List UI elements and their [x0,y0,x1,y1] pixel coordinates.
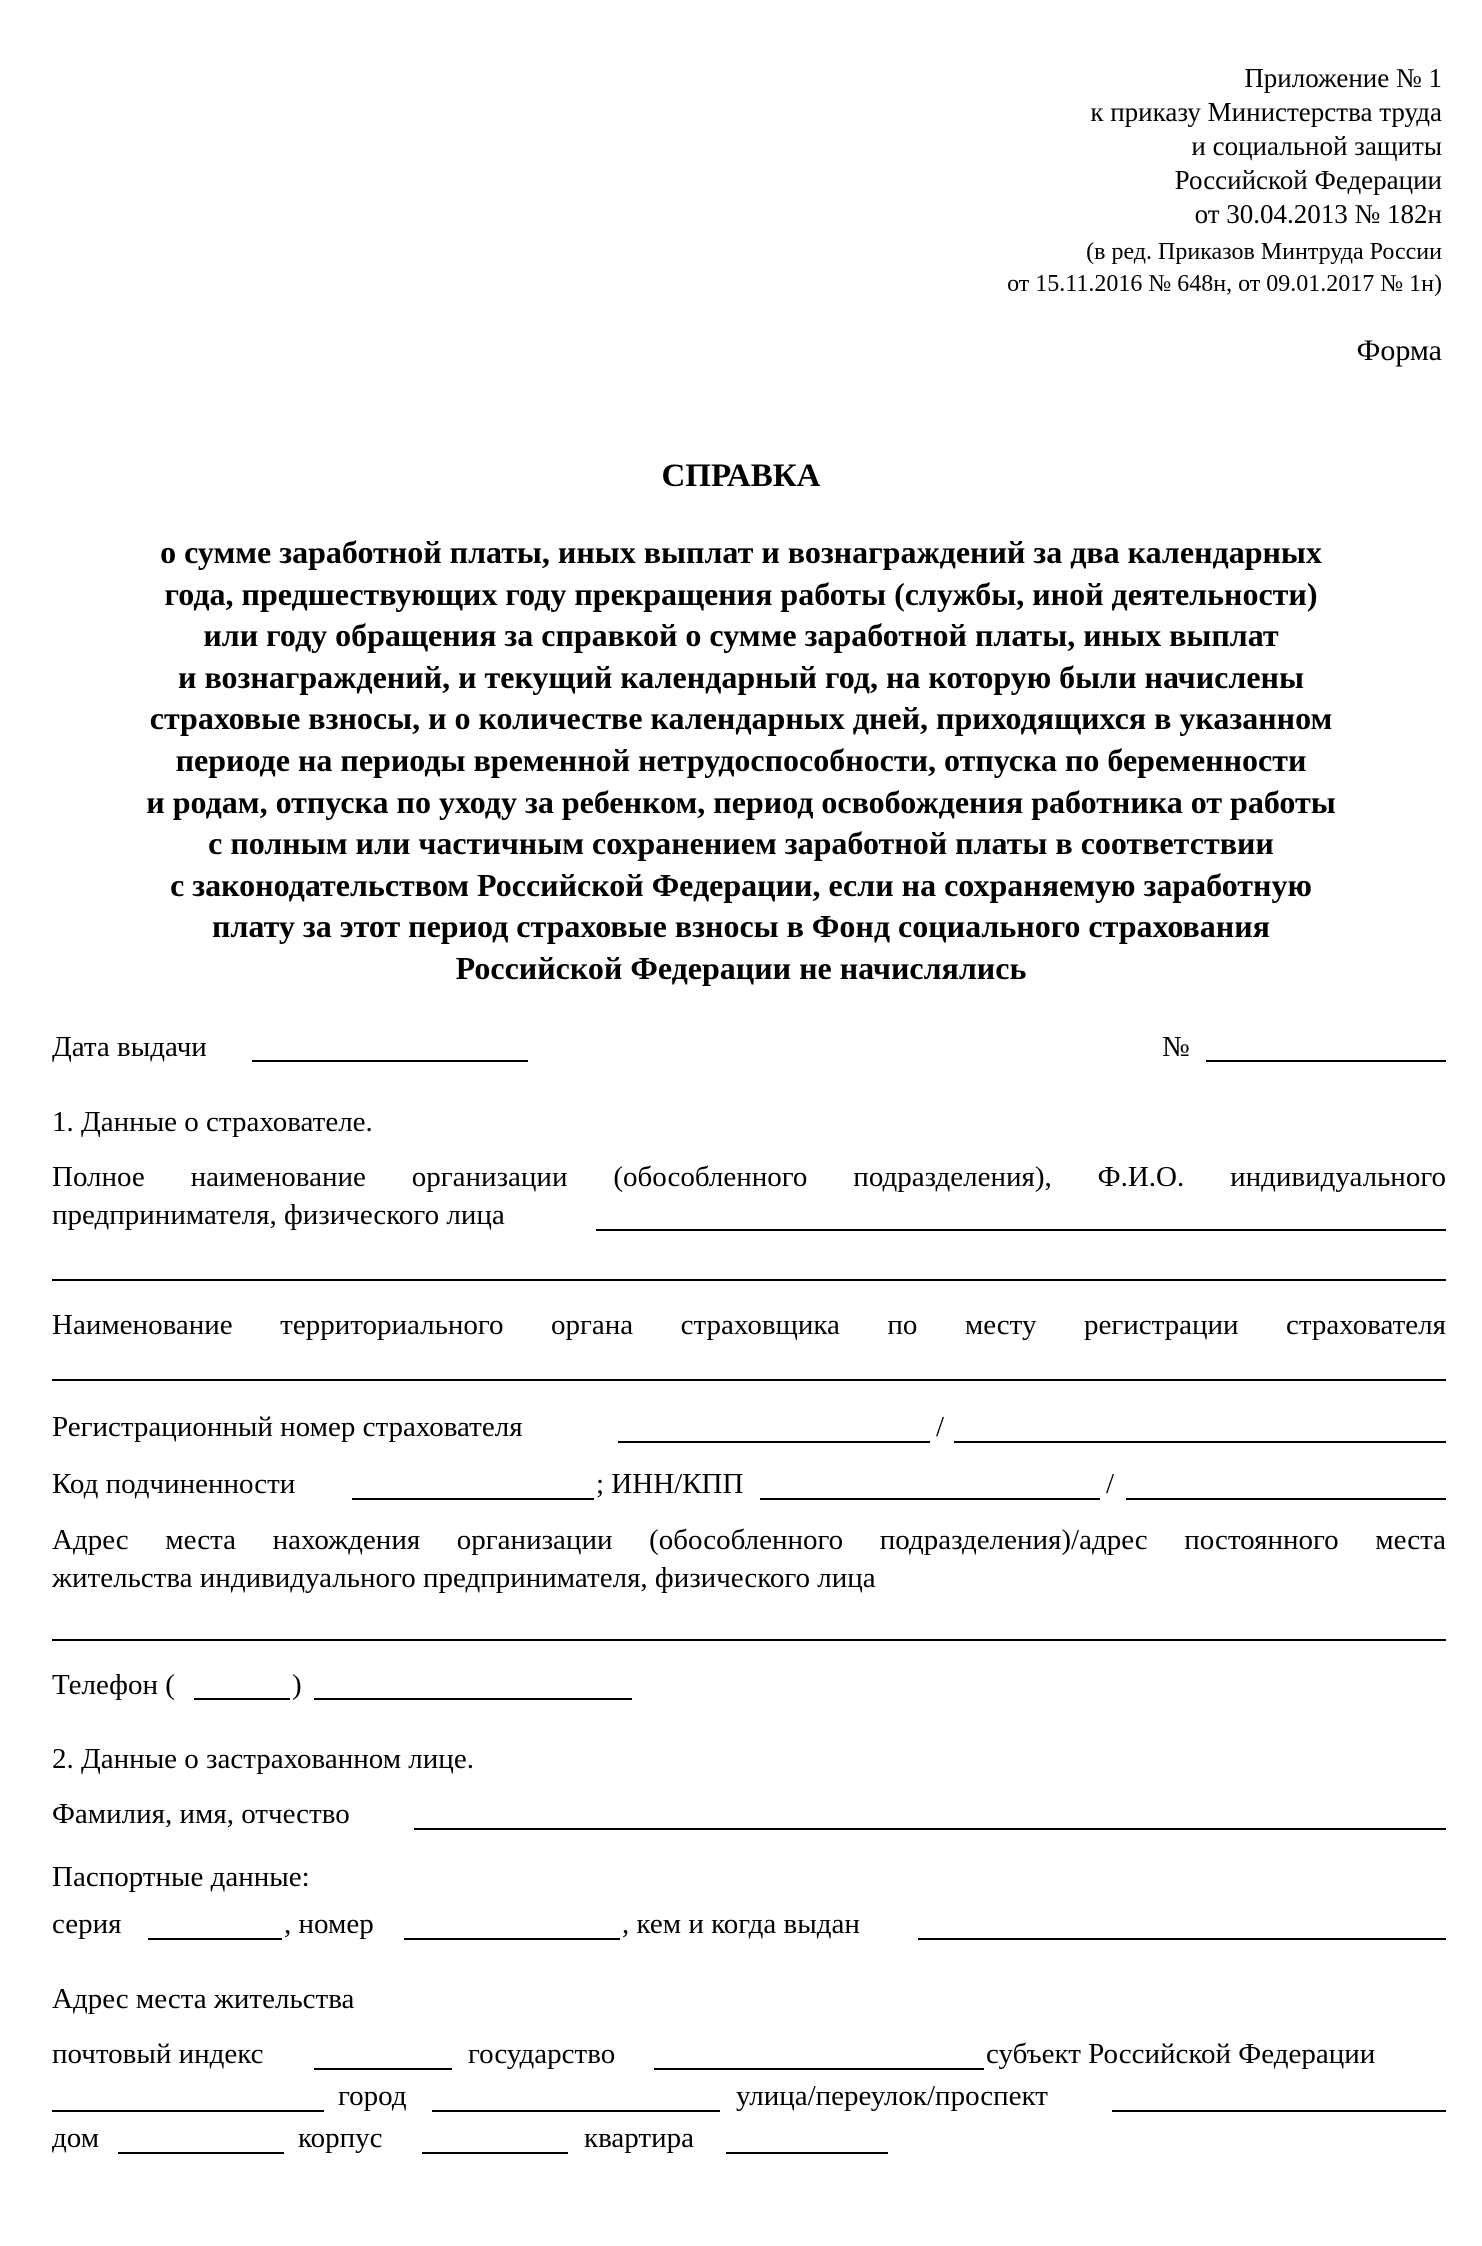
building-label: корпус [298,2122,383,2154]
address-label-line1: Адрес места нахождения организации (обособленного подразделения)/адрес постоянного места [52,1524,1446,1556]
subtitle-line: года, предшествующих году прекращения работы (службы, иной деятельности) [164,575,1318,612]
section1-heading: 1. Данные о страхователе. [52,1106,373,1138]
territorial-body-label: Наименование территориального органа страховщика по месту регистрации страхователя [52,1309,1446,1341]
certificate-number-field[interactable] [1206,1060,1446,1062]
country-field[interactable] [654,2068,984,2070]
subtitle-line: Российской Федерации не начислялись [455,949,1027,986]
org-name-label-line2: предпринимателя, физического лица [52,1199,505,1231]
subordination-code-field[interactable] [352,1498,594,1500]
territorial-body-field[interactable] [52,1379,1446,1381]
document-subtitle [40,532,1442,990]
federal-subject-field[interactable] [52,2110,324,2112]
reg-number-field-part1[interactable] [618,1441,930,1443]
inn-kpp-slash: / [1106,1468,1115,1500]
header-line: Приложение № 1 [1244,63,1442,93]
passport-issued-field[interactable] [918,1938,1446,1940]
passport-series-label: серия [52,1908,122,1940]
passport-number-field[interactable] [404,1938,620,1940]
address-label-line2: жительства индивидуального предпринимателя, физического лица [52,1562,876,1594]
appendix-header [1090,61,1442,231]
fio-label: Фамилия, имя, отчество [52,1798,350,1830]
phone-label: Телефон ( [52,1669,175,1701]
certificate-number-label: № [1162,1031,1190,1063]
passport-issued-label: , кем и когда выдан [622,1908,860,1940]
header-line: Российской Федерации [1174,165,1442,195]
document-title: СПРАВКА [661,458,821,494]
subtitle-line: страховые взносы, и о количестве календарных дней, приходящихся в указанном [149,700,1333,737]
postal-index-field[interactable] [314,2068,452,2070]
subtitle-line: и родам, отпуска по уходу за ребенком, период освобождения работника от работы [146,783,1336,820]
subtitle-line: о сумме заработной платы, иных выплат и вознаграждений за два календарных [160,534,1322,570]
org-name-field-continued[interactable] [52,1279,1446,1281]
header-line: к приказу Министерства труда [1090,97,1442,127]
issue-date-label: Дата выдачи [52,1031,207,1063]
apartment-label: квартира [584,2122,694,2154]
org-name-field[interactable] [596,1229,1446,1231]
subtitle-line: или году обращения за справкой о сумме заработной платы, иных выплат [203,617,1279,654]
form-label: Форма [1356,334,1442,367]
apartment-field[interactable] [726,2152,888,2154]
house-label: дом [52,2122,100,2154]
amendment-line: (в ред. Приказов Минтруда России [1086,239,1442,265]
subtitle-line: с полным или частичным сохранением заработной платы в соответствии [208,825,1274,862]
amendments-note [1007,236,1442,300]
amendment-line: от 15.11.2016 № 648н, от 09.01.2017 № 1н) [1007,271,1442,297]
subtitle-line: плату за этот период страховые взносы в Фонд социального страхования [212,908,1270,945]
passport-number-label: , номер [284,1908,374,1940]
street-field[interactable] [1112,2110,1446,2112]
reg-number-field-part2[interactable] [954,1441,1446,1443]
phone-number-field[interactable] [314,1698,632,1700]
inn-kpp-label: ; ИНН/КПП [596,1468,744,1500]
subtitle-line: с законодательством Российской Федерации, если на сохраняемую заработную [170,866,1312,903]
header-line: от 30.04.2013 № 182н [1194,199,1442,229]
section2-heading: 2. Данные о застрахованном лице. [52,1743,474,1775]
kpp-field[interactable] [1126,1498,1446,1500]
city-field[interactable] [432,2110,720,2112]
phone-area-code-field[interactable] [194,1698,290,1700]
house-field[interactable] [118,2152,284,2154]
residence-address-label: Адрес места жительства [52,1983,355,2015]
org-name-label-line1: Полное наименование организации (обособленного подразделения), Ф.И.О. индивидуального [52,1161,1446,1193]
subtitle-line: и вознаграждений, и текущий календарный год, на которую были начислены [178,658,1304,695]
phone-paren-close: ) [292,1669,302,1701]
fio-field[interactable] [414,1828,1446,1830]
subtitle-line: периоде на периоды временной нетрудоспособности, отпуска по беременности [175,741,1307,778]
subordination-code-label: Код подчиненности [52,1468,296,1500]
country-label: государство [468,2038,616,2070]
passport-series-field[interactable] [148,1938,282,1940]
header-line: и социальной защиты [1191,131,1442,161]
address-field[interactable] [52,1639,1446,1641]
federal-subject-label: субъект Российской Федерации [986,2038,1376,2070]
street-label: улица/переулок/проспект [736,2080,1048,2112]
reg-number-slash: / [936,1411,945,1443]
inn-field[interactable] [760,1498,1100,1500]
city-label: город [338,2080,407,2112]
issue-date-field[interactable] [252,1060,528,1062]
passport-label: Паспортные данные: [52,1861,310,1893]
building-field[interactable] [422,2152,568,2154]
reg-number-label: Регистрационный номер страхователя [52,1411,523,1443]
postal-index-label: почтовый индекс [52,2038,264,2070]
